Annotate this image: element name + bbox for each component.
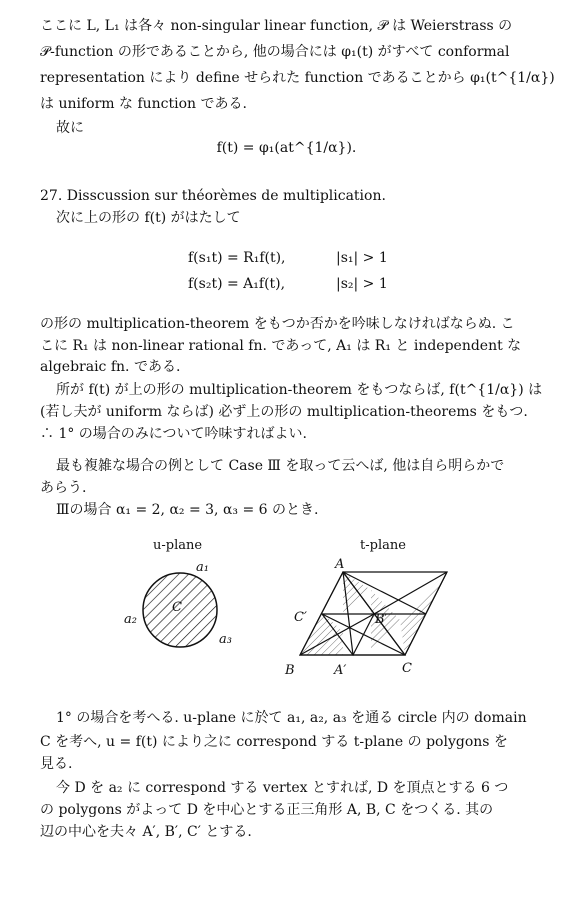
paragraph-4-line-2: あらう. xyxy=(40,480,87,496)
paragraph-5-line-1: 1° の場合を考へる. u-plane に於て a₁, a₂, a₃ を通る circle 内の domain xyxy=(56,710,527,726)
equation-2-rhs: |s₁| > 1 xyxy=(336,250,388,266)
intro-line: 次に上の形の f(t) がはたして xyxy=(56,210,241,226)
paragraph-5-line-3: 見る. xyxy=(40,756,73,772)
label-vertex-b: B xyxy=(285,663,295,678)
paragraph-6-line-1: 今 D を a₂ に correspond する vertex とすれば, D を頂点とする 6 つ xyxy=(56,780,509,796)
paragraph-3-line-1: 所が f(t) が上の形の multiplication-theorem をもつならば, f(t^{1/α}) は xyxy=(56,382,543,398)
equation-3-rhs: |s₂| > 1 xyxy=(336,276,388,292)
paragraph-3-line-3: ∴ 1° の場合のみについて吟味すればよい. xyxy=(40,426,307,442)
section-heading: 27. Disscussion sur théorèmes de multiplication. xyxy=(40,188,386,204)
paragraph-1-line-3: representation により define せられた function であることから φ₁(t^{1/α}) xyxy=(40,70,555,86)
paragraph-3-line-2: (若し夫が uniform ならば) 必ず上の形の multiplication-theorems をもつ. xyxy=(40,404,528,420)
t-plane-label: t-plane xyxy=(360,538,406,553)
t-plane-polygons xyxy=(300,572,447,655)
equation-1: f(t) = φ₁(at^{1/α}). xyxy=(216,140,357,156)
paragraph-6-line-3: 辺の中心を夫々 A′, B′, C′ とする. xyxy=(40,824,252,840)
paragraph-2-line-3: algebraic fn. である. xyxy=(40,359,181,375)
label-vertex-a: A xyxy=(335,557,345,572)
label-midpoint-b-prime: B′ xyxy=(375,612,388,627)
equation-3-lhs: f(s₂t) = A₁f(t), xyxy=(188,276,286,292)
paragraph-6-line-2: の polygons がよって D を中心とする正三角形 A, B, C をつくる. 其の xyxy=(40,802,494,818)
paragraph-1-line-2: 𝒫-function の形であることから, 他の場合には φ₁(t) がすべて conformal xyxy=(40,44,510,60)
paragraph-2-line-2: こに R₁ は non-linear rational fn. であって, A₁ は R₁ と independent な xyxy=(40,338,522,354)
paragraph-2-line-1: の形の multiplication-theorem をもつか否かを吟味しなければならぬ. こ xyxy=(40,316,515,332)
label-a1: a₁ xyxy=(196,560,209,575)
label-midpoint-a-prime: A′ xyxy=(334,663,347,678)
paragraph-4-line-1: 最も複雑な場合の例として Case Ⅲ を取って云へば, 他は自ら明らかで xyxy=(56,458,505,474)
u-plane-label: u-plane xyxy=(153,538,203,553)
label-a3: a₃ xyxy=(219,632,232,647)
label-midpoint-c-prime: C′ xyxy=(294,610,307,625)
case-line: Ⅲの場合 α₁ = 2, α₂ = 3, α₃ = 6 のとき. xyxy=(56,502,319,518)
equation-2-lhs: f(s₁t) = R₁f(t), xyxy=(188,250,286,266)
label-a2: a₂ xyxy=(124,612,137,627)
paragraph-5-line-2: C を考へ, u = f(t) により之に correspond する t-plane の polygons を xyxy=(40,734,508,750)
paragraph-1-line-4: は uniform な function である. xyxy=(40,96,247,112)
label-vertex-c: C xyxy=(402,661,412,676)
therefore-label: 故に xyxy=(56,120,84,136)
paragraph-1-line-1: ここに L, L₁ は各々 non-singular linear function, 𝒫 は Weierstrass の xyxy=(40,18,513,34)
label-region-c: C xyxy=(172,600,182,615)
